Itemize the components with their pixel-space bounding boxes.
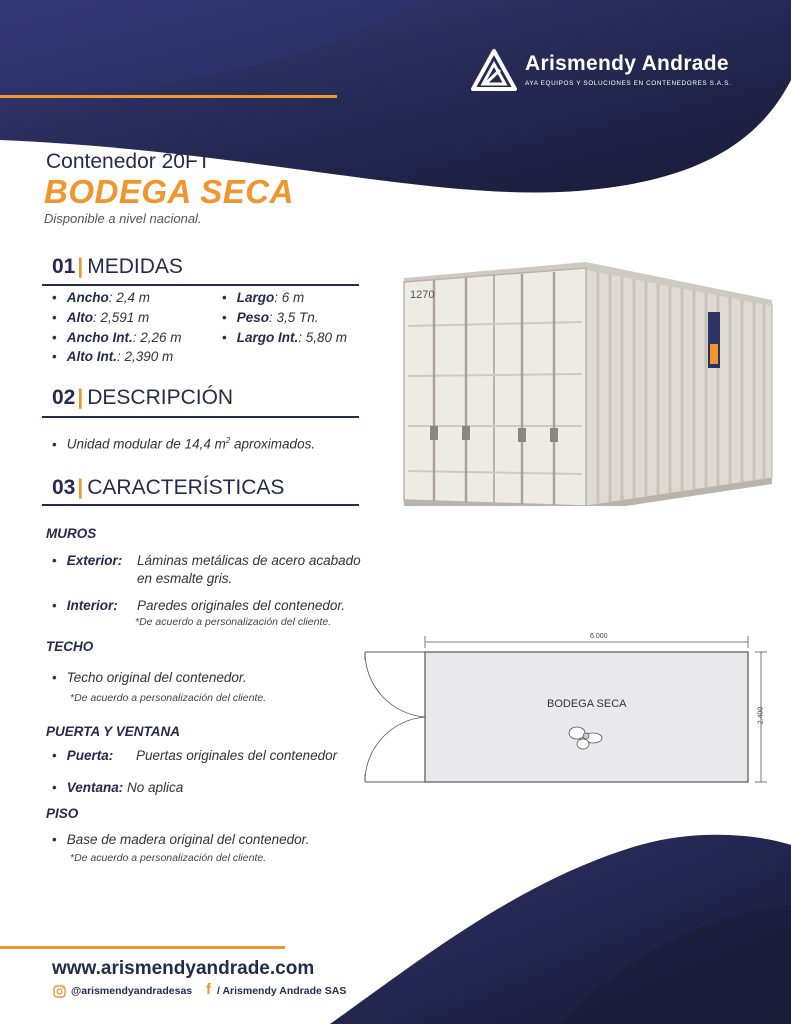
list-item: • Ancho: 2,4 m — [52, 290, 151, 305]
section-divider — [42, 416, 359, 418]
website-link[interactable]: www.arismendyandrade.com — [52, 958, 315, 979]
floor-plan — [355, 630, 775, 790]
instagram-icon[interactable] — [53, 985, 66, 998]
list-item: • Ventana: No aplica — [52, 780, 184, 795]
section-divider — [42, 504, 359, 506]
note: *De acuerdo a personalización del cliente. — [135, 616, 332, 628]
section-divider — [42, 284, 359, 286]
brand-tagline: AYA EQUIPOS Y SOLUCIONES EN CONTENEDORES S.A.S. — [525, 80, 732, 87]
muros-exterior-text-2: en esmalte gris. — [137, 571, 233, 586]
techo-heading: TECHO — [46, 639, 94, 654]
container-number: 1270 — [410, 289, 435, 301]
list-item: • Unidad modular de 14,4 $m^2$ aproximados. — [52, 436, 316, 452]
section-descripcion-heading: 02| DESCRIPCIÓN — [52, 386, 234, 409]
muros-heading: MUROS — [46, 526, 97, 541]
list-item: • Interior: — [52, 598, 118, 613]
page-title: Contenedor 20FT — [46, 150, 211, 173]
product-name: BODEGA SECA — [44, 173, 294, 210]
list-item: • Alto Int.: 2,390 m — [52, 349, 174, 364]
note: *De acuerdo a personalización del cliente. — [70, 692, 267, 704]
section-number: 03 — [52, 476, 76, 499]
section-title: MEDIDAS — [87, 255, 183, 278]
brand-name: Arismendy Andrade — [525, 52, 729, 75]
facebook-handle[interactable]: / Arismendy Andrade SAS — [217, 985, 347, 997]
note: *De acuerdo a personalización del cliente. — [70, 852, 267, 864]
plan-body — [425, 652, 748, 782]
list-item: • Puerta: — [52, 748, 114, 763]
section-caracteristicas-heading: 03| CARACTERÍSTICAS — [52, 476, 285, 499]
logo-icon — [470, 48, 518, 92]
plan-width-label: 2.400 — [757, 706, 765, 725]
section-title: DESCRIPCIÓN — [87, 386, 234, 409]
list-item: • Alto: 2,591 m — [52, 310, 150, 325]
puerta-heading: PUERTA Y VENTANA — [46, 724, 181, 739]
orange-rule-top — [0, 95, 337, 98]
section-medidas-heading: 01| MEDIDAS — [52, 255, 183, 278]
container-photo — [394, 256, 776, 506]
list-item: • Largo Int.: 5,80 m — [222, 330, 348, 345]
muros-interior-text: Paredes originales del contenedor. — [137, 598, 346, 613]
muros-exterior-text: Láminas metálicas de acero acabado — [137, 553, 361, 568]
plan-room-label: BODEGA SECA — [547, 698, 627, 710]
list-item: • Base de madera original del contenedor. — [52, 832, 310, 847]
instagram-handle[interactable]: @arismendyandradesas — [71, 985, 193, 997]
list-item: • Ancho Int.: 2,26 m — [52, 330, 182, 345]
subtitle: Disponible a nivel nacional. — [44, 211, 202, 226]
list-item: • Exterior: — [52, 553, 123, 568]
list-item: • Largo: 6 m — [222, 290, 305, 305]
plan-length-label: 6.000 — [590, 633, 608, 640]
puerta-text: Puertas originales del contenedor — [136, 748, 338, 763]
list-item: • Peso: 3,5 Tn. — [222, 310, 319, 325]
section-number: 01 — [52, 255, 76, 278]
list-item: • Techo original del contenedor. — [52, 670, 247, 685]
facebook-icon[interactable]: f — [206, 981, 211, 998]
piso-heading: PISO — [46, 806, 79, 821]
orange-rule-bottom — [0, 946, 285, 949]
section-number: 02 — [52, 386, 76, 409]
section-title: CARACTERÍSTICAS — [87, 476, 285, 499]
